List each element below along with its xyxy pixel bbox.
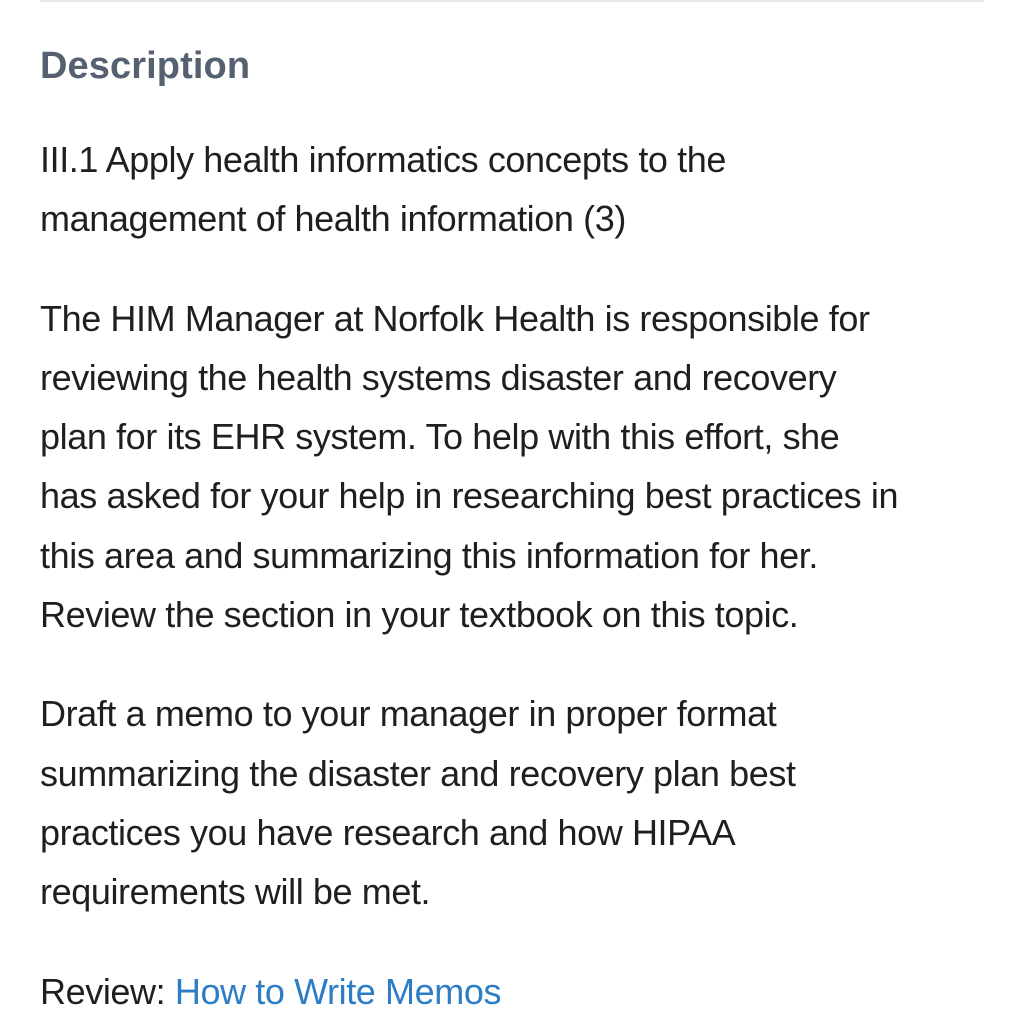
competency-paragraph: III.1 Apply health informatics concepts to the management of health information (3) [40, 139, 726, 240]
description-heading: Description [40, 45, 251, 87]
description-content [40, 130, 990, 1021]
scenario-paragraph: The HIM Manager at Norfolk Health is responsible for reviewing the health systems disaster and recovery plan for its EHR system. To help with this effort, she has asked for your help in researching best practices in this area and summarizing this information for her. Review the section in your textbook on this topic. [40, 297, 899, 636]
how-to-write-memos-link[interactable]: How to Write Memos [174, 970, 502, 1012]
review-line [40, 962, 990, 1021]
section-divider [40, 0, 984, 2]
review-label: Review: [40, 970, 175, 1012]
instructions-paragraph: Draft a memo to your manager in proper format summarizing the disaster and recovery plan best practices you have research and how HIPAA requirements will be met. [40, 693, 796, 913]
